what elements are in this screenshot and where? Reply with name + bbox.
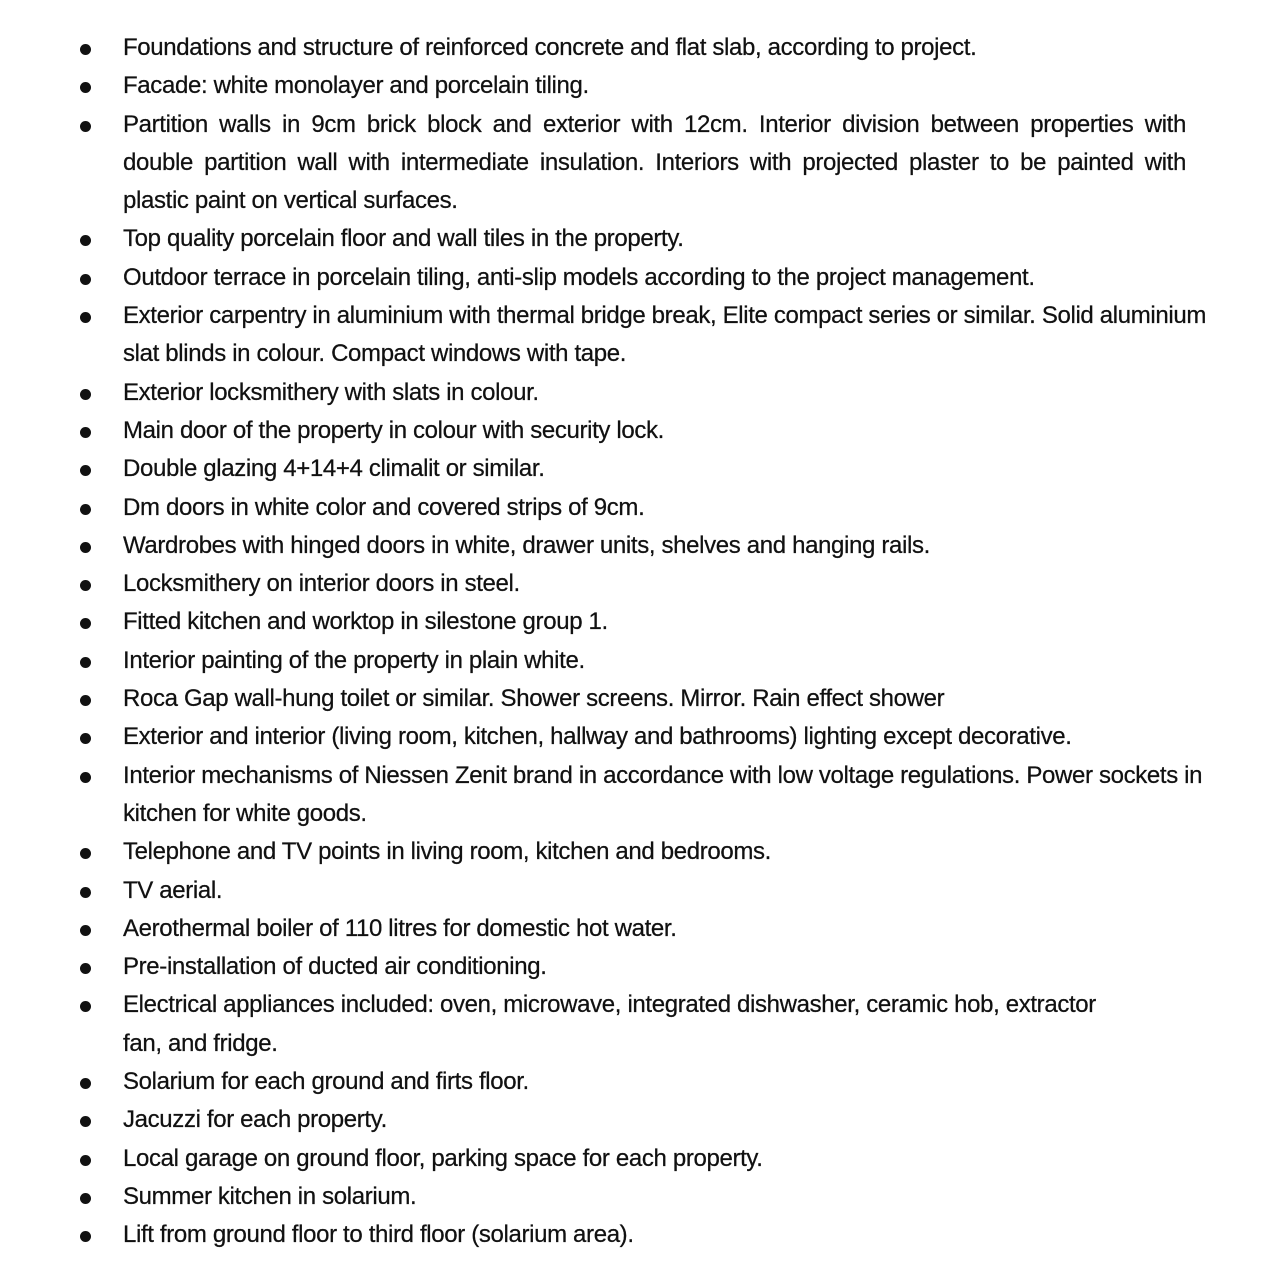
list-item [0,489,1280,527]
list-item [0,1101,1280,1139]
list-item [0,948,1280,986]
list-item-text: Outdoor terrace in porcelain tiling, anti-slip models according to the project management. [123,263,1035,291]
list-item-text: Locksmithery on interior doors in steel. [123,570,520,598]
list-item [0,374,1280,412]
list-item [0,527,1280,565]
bullet-icon [80,657,91,668]
list-item [0,1216,1280,1254]
list-item-text: Fitted kitchen and worktop in silestone group 1. [123,608,608,636]
bullet-icon [80,389,91,400]
list-item [0,1178,1280,1216]
list-item [0,297,1280,374]
list-item-text: Solarium for each ground and firts floor. [123,1068,529,1096]
list-item-text: Exterior and interior (living room, kitchen, hallway and bathrooms) lighting except decorative. [123,723,1072,751]
list-item [0,29,1280,67]
list-item-text: Summer kitchen in solarium. [123,1182,417,1210]
list-item-text: Roca Gap wall-hung toilet or similar. Shower screens. Mirror. Rain effect shower [123,685,945,713]
list-item [0,986,1280,1063]
list-item [0,1063,1280,1101]
list-item [0,106,1280,221]
bullet-icon [80,580,91,591]
list-item [0,833,1280,871]
list-item [0,757,1280,834]
bullet-icon [80,465,91,476]
list-item-text: Wardrobes with hinged doors in white, drawer units, shelves and hanging rails. [123,531,930,559]
list-item [0,450,1280,488]
bullet-icon [80,504,91,515]
bullet-icon [80,542,91,553]
list-item-text: Double glazing 4+14+4 climalit or similar. [123,455,545,483]
bullet-icon [80,1193,91,1204]
list-item-text: Exterior carpentry in aluminium with thermal bridge break, Elite compact series or similar. Solid aluminium slat blinds in colour. Compact windows with tape. [123,302,1206,368]
list-item [0,259,1280,297]
bullet-icon [80,1078,91,1089]
list-item [0,565,1280,603]
list-item-text: Main door of the property in colour with security lock. [123,416,665,444]
list-item-text: Top quality porcelain floor and wall tiles in the property. [123,225,684,253]
list-item-text: Electrical appliances included: oven, microwave, integrated dishwasher, ceramic hob, extractor fan, and fridge. [123,991,1096,1057]
bullet-icon [80,925,91,936]
bullet-icon [80,848,91,859]
list-item-text: Local garage on ground floor, parking space for each property. [123,1144,763,1172]
list-item [0,680,1280,718]
list-item-text: Facade: white monolayer and porcelain tiling. [123,72,589,100]
list-item-text: TV aerial. [123,876,223,904]
bullet-icon [80,235,91,246]
bullet-icon [80,733,91,744]
list-item [0,910,1280,948]
list-item-text: Lift from ground floor to third floor (solarium area). [123,1221,634,1249]
list-item-text: Partition walls in 9cm brick block and exterior with 12cm. Interior division between properties with double partition wall with intermediate insulation. Interiors with projected plaster to be painted with plastic paint on vertical surfaces. [123,110,1186,215]
bullet-icon [80,312,91,323]
list-item [0,67,1280,105]
list-item-text: Aerothermal boiler of 110 litres for domestic hot water. [123,914,677,942]
list-item-text: Interior mechanisms of Niessen Zenit brand in accordance with low voltage regulations. Power sockets in kitchen for white goods. [123,761,1203,827]
bullet-icon [80,1001,91,1012]
specifications-document [0,29,1280,1255]
bullet-icon [80,618,91,629]
bullet-icon [80,1231,91,1242]
bullet-icon [80,1116,91,1127]
list-item [0,220,1280,258]
list-item-text: Foundations and structure of reinforced concrete and flat slab, according to project. [123,34,977,61]
bullet-icon [80,44,91,55]
bullet-icon [80,82,91,93]
specifications-list [0,29,1280,1255]
list-item [0,1140,1280,1178]
list-item [0,603,1280,641]
bullet-icon [80,695,91,706]
list-item [0,412,1280,450]
list-item-text: Telephone and TV points in living room, kitchen and bedrooms. [123,838,771,866]
bullet-icon [80,274,91,285]
bullet-icon [80,121,91,132]
list-item [0,642,1280,680]
bullet-icon [80,887,91,898]
bullet-icon [80,1155,91,1166]
list-item-text: Pre-installation of ducted air conditioning. [123,953,547,981]
list-item [0,718,1280,756]
bullet-icon [80,427,91,438]
bullet-icon [80,963,91,974]
list-item-text: Dm doors in white color and covered strips of 9cm. [123,493,645,521]
bullet-icon [80,772,91,783]
list-item-text: Interior painting of the property in plain white. [123,646,585,674]
list-item-text: Jacuzzi for each property. [123,1106,387,1134]
list-item [0,872,1280,910]
list-item-text: Exterior locksmithery with slats in colour. [123,378,539,406]
